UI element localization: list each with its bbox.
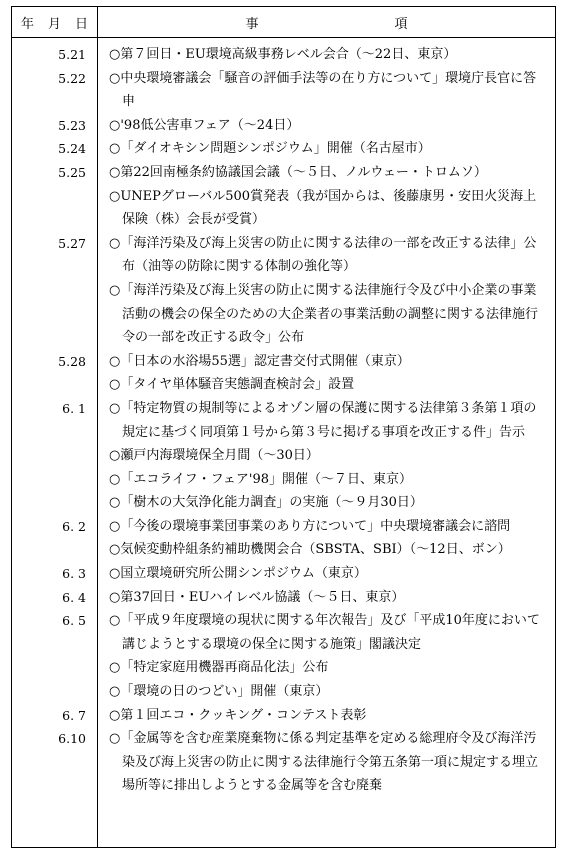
event-entry: ○「タイヤ単体騒音実態調査検討会」設置 xyxy=(109,377,355,393)
event-entry: ○'98低公害車フェア（～24日） xyxy=(109,117,300,133)
header-divider xyxy=(12,37,555,38)
event-entry: ○「ダイオキシン問題シンポジウム」開催（名古屋市） xyxy=(109,141,431,157)
row-date: 6. 3 xyxy=(62,566,86,582)
table-row xyxy=(12,727,555,798)
table-row xyxy=(12,161,555,232)
row-entries xyxy=(109,515,555,562)
event-entry: ○瀬戸内海環境保全月間（～30日） xyxy=(109,448,319,464)
row-date: 6.10 xyxy=(58,731,86,747)
event-entry: ○「今後の環境事業団事業のあり方について」中央環境審議会に諮問 xyxy=(109,518,511,534)
table-row xyxy=(12,137,555,161)
row-date: 5.23 xyxy=(58,117,86,133)
row-entries xyxy=(109,350,555,397)
header-month: 月 xyxy=(47,17,61,32)
row-entries xyxy=(109,67,555,114)
event-entry: ○UNEPグローバル500賞発表（我が国からは、後藤康男・安田火災海上保険（株）会長が受賞） xyxy=(109,188,537,228)
table-row xyxy=(12,704,555,728)
event-entry: ○中央環境審議会「騒音の評価手法等の在り方について」環境庁長官に答申 xyxy=(109,70,537,110)
table-row xyxy=(12,232,555,350)
row-entries xyxy=(109,727,555,798)
table-row xyxy=(12,586,555,610)
row-entries xyxy=(109,704,555,728)
table-row xyxy=(12,397,555,515)
row-entries xyxy=(109,586,555,610)
event-entry: ○国立環境研究所公開シンポジウム（東京） xyxy=(109,566,367,582)
header-item xyxy=(98,13,555,32)
row-entries xyxy=(109,562,555,586)
event-entry: ○「特定物質の規制等によるオゾン層の保護に関する法律第３条第１項の規定に基づく同項第１号から第３号に掲げる事項を改正する件」告示 xyxy=(109,400,537,440)
event-entry: ○第37回日・EUハイレベル協議（～５日、東京） xyxy=(109,589,405,605)
row-date: 5.27 xyxy=(58,235,86,251)
header-year: 年 xyxy=(20,17,34,32)
table-row xyxy=(12,562,555,586)
row-entries xyxy=(109,43,555,67)
row-date: 6. 5 xyxy=(62,613,86,629)
row-date: 5.28 xyxy=(58,353,86,369)
row-entries xyxy=(109,161,555,232)
event-entry: ○「平成９年度環境の現状に関する年次報告」及び「平成10年度において講じようとする環境の保全に関する施策」閣議決定 xyxy=(109,613,540,652)
row-date: 5.25 xyxy=(58,164,86,180)
event-entry: ○「金属等を含む産業廃棄物に係る判定基準を定める総理府令及び海洋汚染及び海上災害の防止に関する法律施行令第五条第一項に規定する埋立場所等に排出しようとする金属等を含む廃棄 xyxy=(109,731,539,794)
table-row xyxy=(12,350,555,397)
event-entry: ○第７回日・EU環境高級事務レベル会合（～22日、東京） xyxy=(109,47,457,62)
row-date: 5.21 xyxy=(58,47,86,62)
row-entries xyxy=(109,114,555,138)
table-row xyxy=(12,67,555,114)
event-entry: ○「環境の日のつどい」開催（東京） xyxy=(109,684,329,700)
event-entry: ○「日本の水浴場55選」認定書交付式開催（東京） xyxy=(109,353,410,369)
row-date: 5.22 xyxy=(58,70,86,86)
row-date: 6. 2 xyxy=(62,518,86,534)
table-row xyxy=(12,515,555,562)
table-row xyxy=(12,609,555,703)
row-entries xyxy=(109,609,555,703)
row-entries xyxy=(109,397,555,515)
row-date: 6. 1 xyxy=(62,400,86,416)
header-item-b: 項 xyxy=(394,17,408,32)
row-date: 6. 7 xyxy=(62,707,86,723)
event-entry: ○第22回南極条約協議国会議（～５日、ノルウェー・トロムソ） xyxy=(109,164,487,180)
event-entry: ○「エコライフ・フェア'98」開催（～７日、東京） xyxy=(109,471,413,487)
event-entry: ○「海洋汚染及び海上災害の防止に関する法律施行令及び中小企業の事業活動の機会の保全のための大企業者の事業活動の調整に関する法律施行令の一部を改正する政令」公布 xyxy=(109,282,539,346)
event-entry: ○気候変動枠組条約補助機関会合（SBSTA、SBI）（～12日、ボン） xyxy=(109,542,511,558)
chronology-table xyxy=(11,6,556,848)
header-day: 日 xyxy=(75,17,89,32)
row-date: 6. 4 xyxy=(62,589,86,605)
table-row xyxy=(12,43,555,67)
header-item-a: 事 xyxy=(245,17,259,32)
table-body xyxy=(12,43,555,798)
event-entry: ○「海洋汚染及び海上災害の防止に関する法律の一部を改正する法律」公布（油等の防除に関する体制の強化等） xyxy=(109,235,537,275)
event-entry: ○「樹木の大気浄化能力調査」の実施（～９月30日） xyxy=(109,495,423,511)
row-date: 5.24 xyxy=(58,141,86,157)
event-entry: ○第１回エコ・クッキング・コンテスト表彰 xyxy=(109,707,367,723)
header-date xyxy=(12,13,97,32)
table-row xyxy=(12,114,555,138)
row-entries xyxy=(109,137,555,161)
row-entries xyxy=(109,232,555,350)
event-entry: ○「特定家庭用機器再商品化法」公布 xyxy=(109,660,329,676)
